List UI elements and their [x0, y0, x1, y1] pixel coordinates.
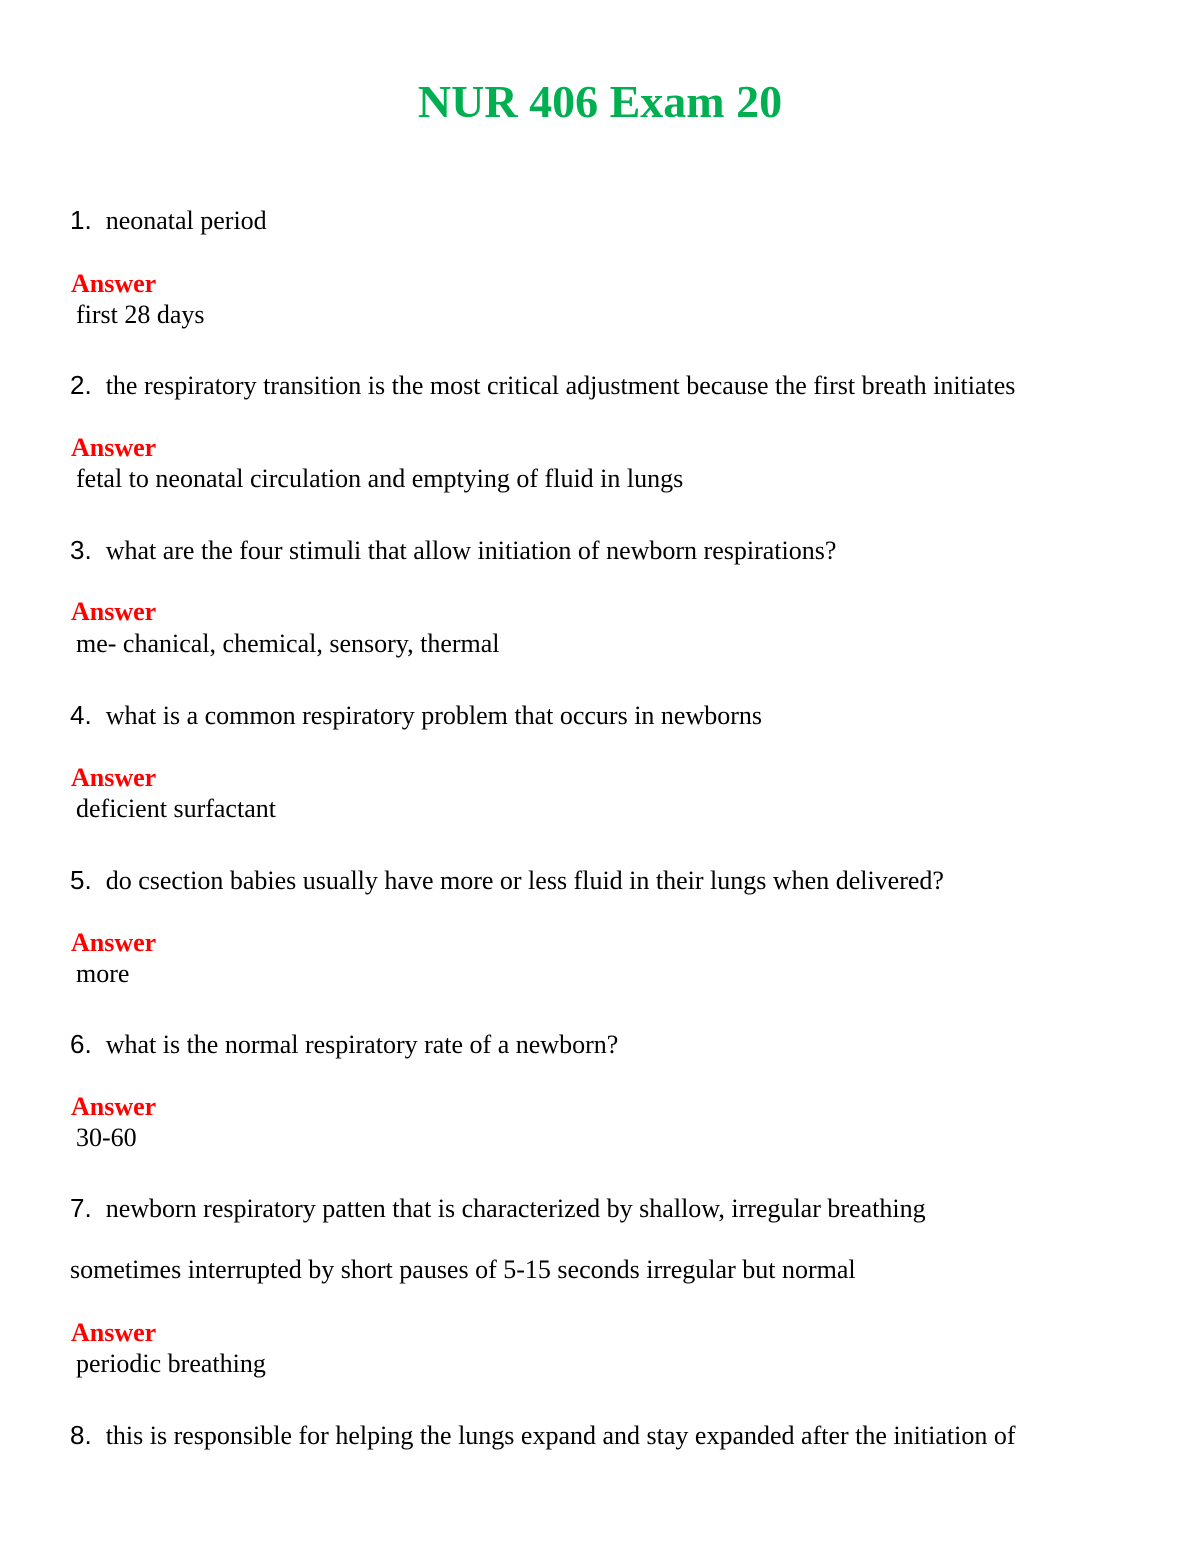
question-text: this is responsible for helping the lungs expand and stay expanded after the initiation of	[105, 1421, 1016, 1450]
answer-label: Answer	[71, 1092, 157, 1121]
question-text: what are the four stimuli that allow initiation of newborn respirations?	[105, 536, 837, 565]
question-number: 5.	[70, 865, 92, 895]
question-text: what is the normal respiratory rate of a newborn?	[105, 1030, 619, 1059]
answer-label: Answer	[71, 928, 157, 957]
question-number: 8.	[70, 1420, 92, 1450]
answer-text: fetal to neonatal circulation and emptying of fluid in lungs	[76, 464, 684, 493]
answer-text: periodic breathing	[76, 1349, 266, 1378]
answer-label: Answer	[71, 1318, 157, 1347]
question-3	[70, 533, 836, 568]
answer-text: first 28 days	[76, 300, 205, 329]
question-number: 1.	[70, 205, 92, 235]
question-4	[70, 698, 762, 733]
answer-label: Answer	[71, 269, 157, 298]
question-8	[70, 1418, 1015, 1453]
question-text: do csection babies usually have more or less fluid in their lungs when delivered?	[105, 866, 944, 895]
question-number: 3.	[70, 535, 92, 565]
question-1	[70, 203, 267, 238]
question-number: 2.	[70, 370, 92, 400]
page-title: NUR 406 Exam 20	[417, 76, 783, 127]
question-text: the respiratory transition is the most critical adjustment because the first breath initiates	[105, 371, 1016, 400]
answer-label: Answer	[71, 763, 157, 792]
answer-label: Answer	[71, 433, 157, 462]
question-6	[70, 1027, 618, 1062]
question-number: 7.	[70, 1193, 92, 1223]
question-text: newborn respiratory patten that is characterized by shallow, irregular breathing	[105, 1194, 926, 1223]
question-2	[70, 368, 1015, 403]
question-number: 6.	[70, 1029, 92, 1059]
question-5	[70, 863, 944, 898]
answer-text: 30-60	[76, 1123, 137, 1152]
question-text: what is a common respiratory problem that occurs in newborns	[105, 701, 763, 730]
question-text-continued: sometimes interrupted by short pauses of 5-15 seconds irregular but normal	[70, 1255, 856, 1284]
answer-label: Answer	[71, 597, 157, 626]
question-text: neonatal period	[105, 206, 267, 235]
answer-text: more	[76, 959, 130, 988]
question-number: 4.	[70, 700, 92, 730]
answer-text: me- chanical, chemical, sensory, thermal	[76, 629, 500, 658]
answer-text: deficient surfactant	[76, 794, 276, 823]
question-7	[70, 1191, 926, 1226]
